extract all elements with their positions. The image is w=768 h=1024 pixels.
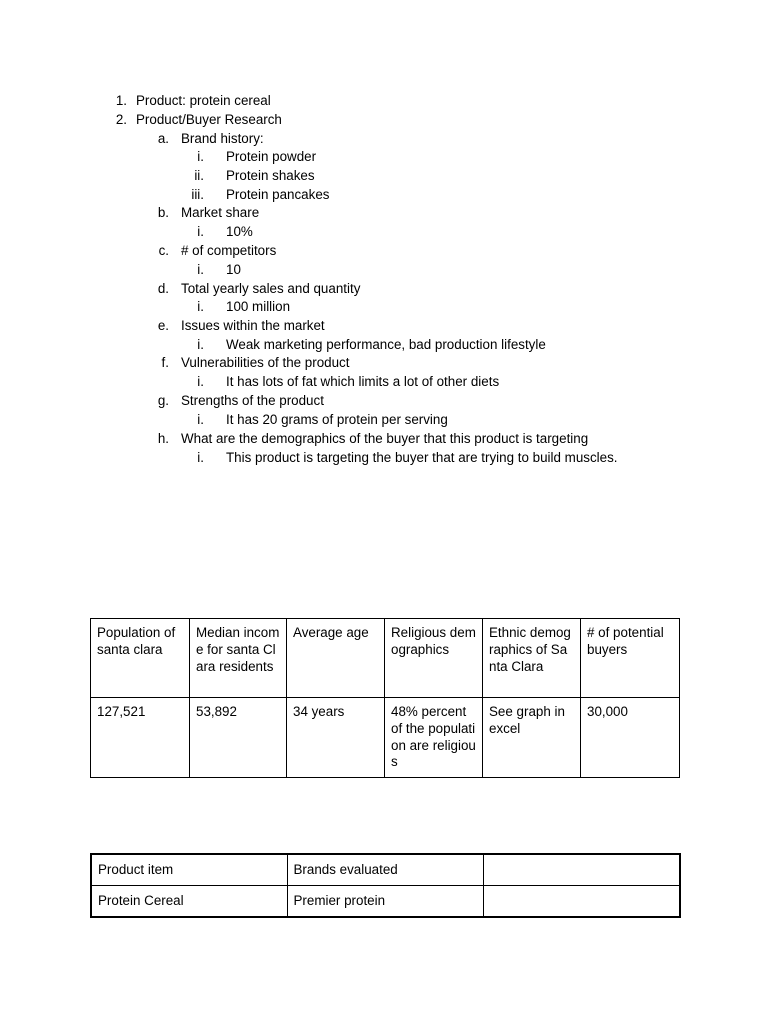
list-marker: i. [197, 224, 204, 239]
table-cell: 34 years [287, 698, 385, 778]
table-row [91, 886, 680, 918]
demographics-table [90, 618, 680, 778]
table-header-cell [483, 854, 680, 886]
list-item: # of competitors [181, 243, 277, 258]
list-marker: i. [197, 262, 204, 277]
list-marker: 2. [115, 112, 127, 127]
list-marker: i. [197, 149, 204, 164]
list-item: 10 [226, 262, 241, 277]
list-item: Weak marketing performance, bad production lifestyle [226, 337, 546, 352]
list-marker: i. [197, 299, 204, 314]
list-marker: h. [157, 431, 169, 446]
list-marker: i. [197, 412, 204, 427]
list-item: Protein shakes [226, 168, 315, 183]
list-item: It has lots of fat which limits a lot of other diets [226, 374, 500, 389]
list-item: Total yearly sales and quantity [181, 281, 361, 296]
list-item: Issues within the market [181, 318, 325, 333]
table-header-cell: Ethnic demographics of Santa Clara [483, 619, 581, 698]
list-item: 10% [226, 224, 253, 239]
table-header-row [91, 854, 680, 886]
table-cell: 53,892 [190, 698, 287, 778]
list-marker: 1. [115, 93, 127, 108]
list-marker: b. [157, 205, 169, 220]
list-item: Market share [181, 205, 260, 220]
list-item: What are the demographics of the buyer that this product is targeting [181, 431, 589, 446]
table-cell [483, 886, 680, 918]
table-row [91, 698, 680, 778]
list-marker: d. [157, 281, 169, 296]
table-header-cell: # of potential buyers [581, 619, 680, 698]
table-header-cell: Population of santa clara [91, 619, 190, 698]
table-header-cell: Product item [91, 854, 287, 886]
list-marker: g. [157, 393, 169, 408]
list-item: Vulnerabilities of the product [181, 355, 350, 370]
list-item: Brand history: [181, 131, 264, 146]
table-header-cell: Median income for santa Clara residents [190, 619, 287, 698]
list-marker: c. [158, 243, 169, 258]
list-marker: f. [161, 355, 169, 370]
list-marker: iii. [191, 187, 204, 202]
table-cell: Protein Cereal [91, 886, 287, 918]
table-cell: 48% percent of the population are religious [385, 698, 483, 778]
table-header-cell: Religious demographics [385, 619, 483, 698]
list-item: Strengths of the product [181, 393, 324, 408]
table-cell: 30,000 [581, 698, 680, 778]
list-marker: i. [197, 337, 204, 352]
table-cell: 127,521 [91, 698, 190, 778]
table-header-cell: Average age [287, 619, 385, 698]
table-cell: Premier protein [287, 886, 483, 918]
list-item: This product is targeting the buyer that are trying to build muscles. [226, 450, 618, 465]
list-marker: i. [197, 450, 204, 465]
list-marker: e. [157, 318, 169, 333]
list-item: 100 million [226, 299, 291, 314]
table-cell: See graph in excel [483, 698, 581, 778]
list-item: Protein powder [226, 149, 317, 164]
list-item: Product/Buyer Research [136, 112, 282, 127]
brands-table [90, 853, 681, 918]
table-header-cell: Brands evaluated [287, 854, 483, 886]
list-marker: i. [197, 374, 204, 389]
list-item: It has 20 grams of protein per serving [226, 412, 448, 427]
list-item: Product: protein cereal [136, 93, 271, 108]
list-marker: ii. [194, 168, 204, 183]
table-header-row [91, 619, 680, 698]
list-item: Protein pancakes [226, 187, 330, 202]
list-marker: a. [157, 131, 169, 146]
